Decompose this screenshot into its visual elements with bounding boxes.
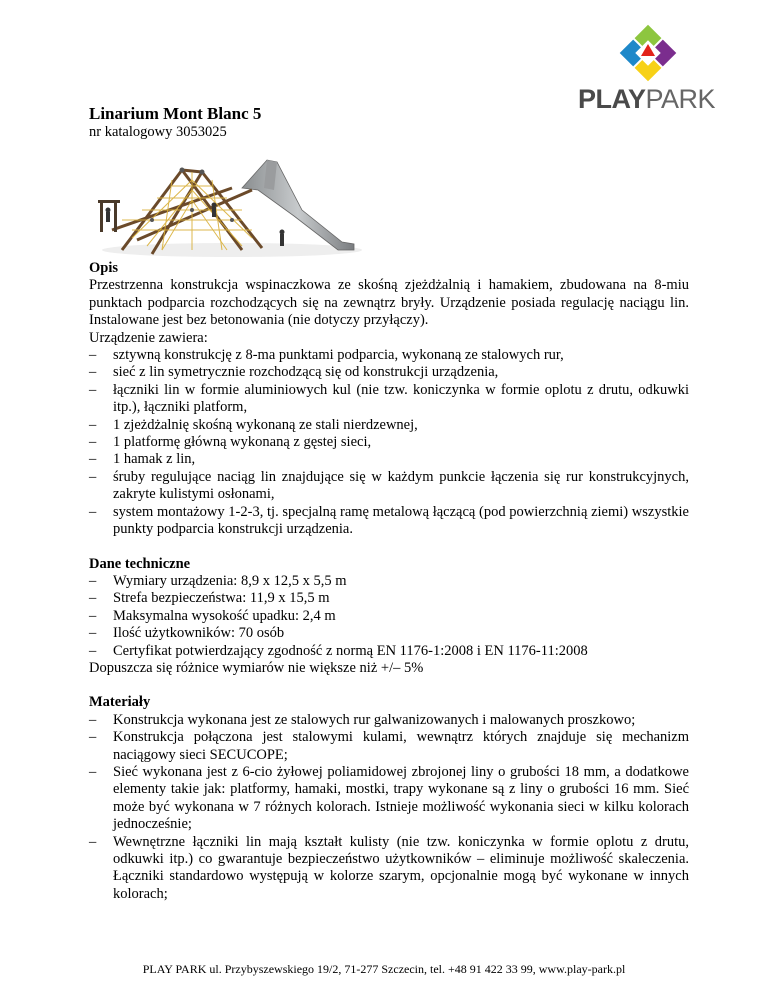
list-item: – łączniki lin w formie aluminiowych kul (nie tzw. koniczynka w formie oplotu z drutu, odkuwki itp.), łączniki platform, [89,382,689,417]
list-item: – sztywną konstrukcję z 8-ma punktami podparcia, wykonaną ze stalowych rur, [89,347,689,364]
list-item: – Wymiary urządzenia: 8,9 x 12,5 x 5,5 m [89,573,689,590]
materials-list [89,712,689,903]
materialy-heading: Materiały [89,694,151,711]
list-item: – 1 hamak z lin, [89,451,689,468]
list-item: – Wewnętrzne łączniki lin mają kształt kulisty (nie tzw. koniczynka w formie oplotu z drutu, odkuwki itp.) co gwarantuje bezpieczeństwo użytkowników – eliminuje możliwość skaleczenia. Łączniki standardowo występują w kolorze szarym, opcjonalnie mogą być wykonane w innych kolorach; [89,834,689,904]
page-footer: PLAY PARK ul. Przybyszewskiego 19/2, 71-277 Szczecin, tel. +48 91 422 33 99, www.play-park.pl [142,962,626,976]
list-item: – Konstrukcja połączona jest stalowymi kulami, wewnątrz których znajduje się mechanizm naciągowy sieci SECUCOPE; [89,729,689,764]
logo-diamond-icon [578,22,718,84]
opis-paragraph: Przestrzenna konstrukcja wspinaczkowa ze skośną zjeżdżalnią i hamakiem, zbudowana na 8-miu punktach podparcia rozchodzących się na zewnątrz bryły. Urządzenie posiada regulację naciągu lin. Instalowane jest bez betonowania (nie dotyczy przyłączy). [89,277,689,329]
tolerance-note: Dopuszcza się różnice wymiarów nie większe niż +/– 5% [89,659,424,676]
playpark-logo [578,22,718,112]
list-item: – Sieć wykonana jest z 6-cio żyłowej poliamidowej zbrojonej liny o grubości 18 mm, a dodatkowe elementy takie jak: platformy, hamaki, mostki, trapy wykonane są z liny o grubości 16 mm. Sieć może być wykonana w 7 różnych kolorach. Istnieje możliwość wykonania sieci w kilku kolorach jednocześnie; [89,764,689,834]
list-item: – sieć z lin symetrycznie rozchodzącą się od konstrukcji urządzenia, [89,364,689,381]
list-item: – system montażowy 1-2-3, tj. specjalną ramę metalową łączącą (pod powierzchnią ziemi) wszystkie punkty podparcia konstrukcji urządzenia. [89,504,689,539]
list-item: – śruby regulujące naciąg lin znajdujące się w każdym punkcie łączenia się rur konstrukcyjnych, zakryte kulistymi osłonami, [89,469,689,504]
opis-heading: Opis [89,260,119,276]
technical-data-list [89,573,689,660]
list-item: – Konstrukcja wykonana jest ze stalowych rur galwanizowanych i malowanych proszkowo; [89,712,689,729]
document-body [89,260,689,903]
list-item: – Ilość użytkowników: 70 osób [89,625,689,642]
list-item: – 1 zjeżdżalnię skośną wykonaną ze stali nierdzewnej, [89,417,689,434]
dane-heading: Dane techniczne [89,555,191,572]
product-title: Linarium Mont Blanc 5 [89,104,262,123]
contents-list [89,347,689,538]
list-item: – Strefa bezpieczeństwa: 11,9 x 15,5 m [89,590,689,607]
contains-label: Urządzenie zawiera: [89,329,208,346]
list-item: – Certyfikat potwierdzający zgodność z normą EN 1176-1:2008 i EN 1176-11:2008 [89,643,689,660]
list-item: – Maksymalna wysokość upadku: 2,4 m [89,608,689,625]
playground-climbing-structure-image [92,150,382,260]
catalog-number: nr katalogowy 3053025 [89,124,227,140]
list-item: – 1 platformę główną wykonaną z gęstej sieci, [89,434,689,451]
logo-wordmark: PLAYPARK [578,84,716,114]
